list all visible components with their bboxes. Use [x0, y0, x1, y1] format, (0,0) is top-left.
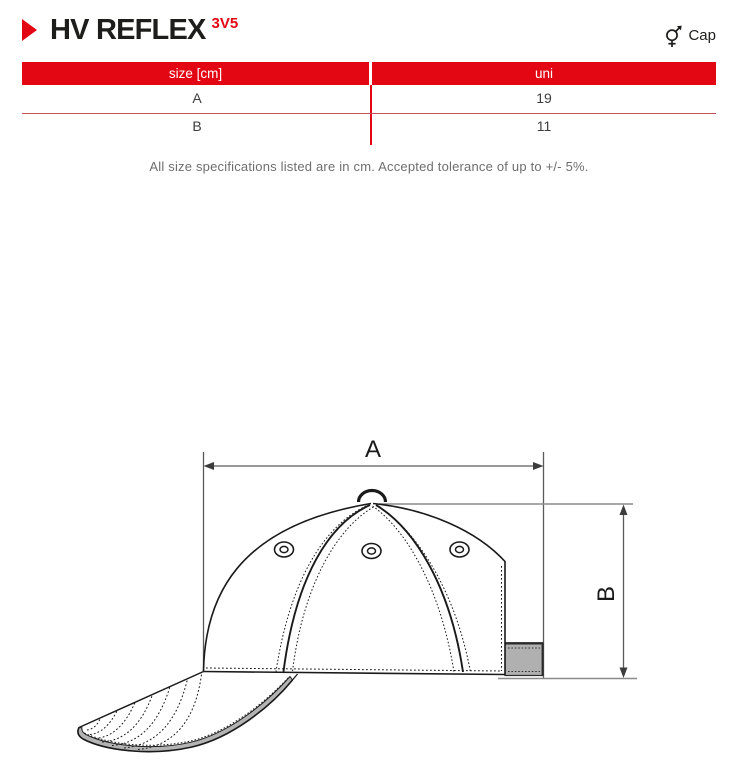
product-title-row: [22, 14, 238, 46]
table-column-divider: [370, 85, 372, 145]
tolerance-note: All size specifications listed are in cm. Accepted tolerance of up to +/- 5%.: [149, 159, 589, 174]
dimension-b-cell: B: [192, 118, 202, 134]
dimension-a-cell: A: [192, 90, 202, 106]
size-table-header-row: [22, 62, 716, 85]
cap-diagram-svg: [0, 420, 738, 774]
cap-crown: [204, 491, 506, 675]
cap-brim: [78, 672, 298, 752]
unisex-gender-icon: [664, 23, 685, 48]
table-row: [22, 85, 716, 111]
cap-back-strap: [505, 643, 544, 677]
size-table: [22, 62, 716, 142]
column-header-size: size [cm]: [22, 62, 369, 85]
cap-technical-drawing: [0, 420, 738, 774]
product-title: HV REFLEX: [50, 14, 206, 46]
table-row-separator: [22, 113, 716, 115]
table-row: [22, 111, 716, 141]
red-triangle-icon: [22, 19, 37, 41]
page-header: [22, 14, 716, 50]
product-variant-code: 3V5: [211, 15, 239, 32]
product-category: [664, 23, 716, 48]
category-label: Cap: [688, 27, 716, 44]
dimension-b-label: B: [593, 585, 620, 603]
cap-top-button: [359, 491, 386, 502]
dimension-a-value: 19: [536, 90, 552, 106]
column-header-uni: uni: [372, 62, 716, 85]
dimension-a-label: A: [364, 436, 382, 463]
dimension-b-value: 11: [536, 118, 552, 134]
